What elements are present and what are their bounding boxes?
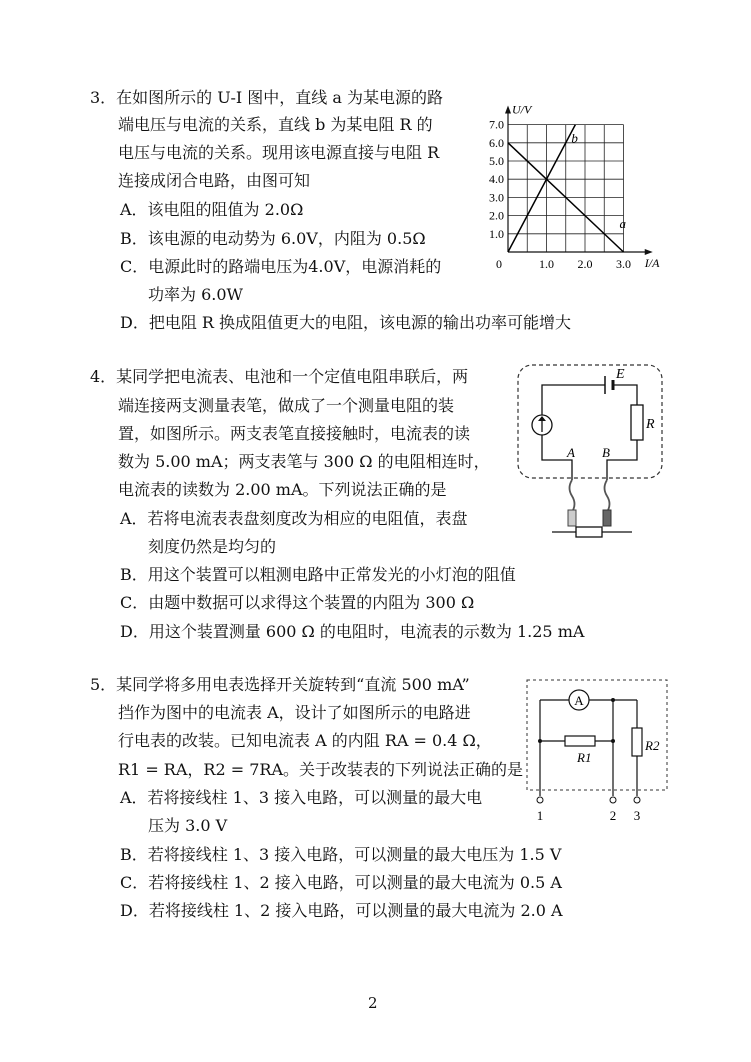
resistor-r2 [632, 728, 642, 756]
q5-option-c: C．若将接线柱 1、2 接入电路，可以测量的最大电流为 0.5 A [120, 873, 562, 892]
terminal-1-label: 1 [536, 808, 544, 823]
x-axis-arrow [645, 249, 653, 255]
probe-b-label: B [602, 445, 610, 460]
r2-label: R2 [645, 738, 660, 753]
resistor-r [631, 405, 643, 440]
q4-option-c: C．由题中数据可以求得这个装置的内阻为 300 Ω [120, 593, 475, 612]
probe-b [603, 510, 611, 526]
wire-right-down [607, 440, 637, 480]
q5-stem-line-1: 5．某同学将多用电表选择开关旋转到“直流 500 mA” [90, 675, 470, 694]
q5-option-b: B．若将接线柱 1、3 接入电路，可以测量的最大电压为 1.5 V [120, 845, 562, 864]
x-tick-label: 1.0 [539, 257, 554, 270]
wire-top-right [613, 385, 637, 405]
lead-b [605, 480, 610, 512]
page-number: 2 [368, 994, 378, 1012]
probe-a [568, 510, 576, 526]
y-tick-label: 2.0 [489, 208, 504, 223]
y-tick-label: 5.0 [489, 154, 504, 168]
y-tick-label: 6.0 [489, 135, 504, 150]
origin-label: 0 [496, 257, 502, 270]
y-axis-label: U/V [512, 102, 532, 117]
q4-option-d: D．用这个装置测量 600 Ω 的电阻时，电流表的示数为 1.25 mA [120, 622, 585, 641]
r1-label: R1 [577, 750, 592, 765]
q3-stem-line-1: 3．在如图所示的 U-I 图中，直线 a 为某电源的路 [90, 88, 443, 107]
y-tick-label: 1.0 [489, 226, 504, 241]
q3-option-c: C．电源此时的路端电压为4.0V，电源消耗的 [120, 257, 442, 276]
resistor-label: R [646, 417, 655, 432]
wire-top-left [542, 385, 605, 415]
resistor-r1 [565, 736, 595, 746]
series-label-a: a [619, 216, 626, 231]
q5-option-a-cont: 压为 3.0 V [148, 816, 228, 835]
q3-stem-line-4: 连接成闭合电路，由图可知 [118, 171, 311, 190]
chart-axes [496, 103, 660, 271]
terminal-1 [537, 797, 543, 803]
probe-a-label: A [567, 445, 575, 460]
q4-stem-line-3: 置，如图所示。两支表笔直接接触时，电流表的读 [118, 424, 471, 443]
terminal-3-label: 3 [633, 808, 641, 823]
y-axis-arrow [505, 106, 511, 114]
terminal-2 [610, 797, 616, 803]
ohmmeter-circuit-figure [512, 360, 670, 545]
series-line-b [508, 125, 575, 252]
x-tick-label: 2.0 [577, 257, 593, 270]
q4-option-a: A．若将电流表表盘刻度改为相应的电阻值，表盘 [120, 509, 468, 528]
q3-stem-line-2: 端电压与电流的关系，直线 b 为某电阻 R 的 [118, 115, 433, 134]
q5-option-d: D．若将接线柱 1、2 接入电路，可以测量的最大电流为 2.0 A [120, 901, 563, 920]
lead-a [570, 480, 575, 512]
q3-stem-line-3: 电压与电流的关系。现用该电源直接与电阻 R [118, 143, 440, 162]
chart-series [508, 125, 627, 252]
q3-option-d: D．把电阻 R 换成阻值更大的电阻，该电源的输出功率可能增大 [120, 313, 572, 332]
device-boundary [527, 680, 667, 790]
external-resistor [576, 527, 602, 537]
q5-stem-line-3: 行电表的改装。已知电流表 A 的内阻 RA = 0.4 Ω， [118, 731, 492, 750]
q3-option-b: B．该电源的电动势为 6.0V，内阻为 0.5Ω [120, 229, 426, 248]
q4-stem-line-1: 4．某同学把电流表、电池和一个定值电阻串联后，两 [90, 367, 469, 386]
terminal-2-label: 2 [609, 808, 617, 823]
q3-option-a: A．该电阻的阻值为 2.0Ω [120, 200, 304, 219]
q4-stem-line-2: 端连接两支测量表笔，做成了一个测量电阻的装 [118, 396, 455, 415]
battery-label: E [616, 367, 625, 382]
q4-stem-line-4: 数为 5.00 mA；两支表笔与 300 Ω 的电阻相连时， [118, 452, 490, 471]
y-tick-label: 3.0 [489, 190, 504, 205]
meter-circuit-figure [525, 678, 670, 826]
q4-option-b: B．用这个装置可以粗测电路中正常发光的小灯泡的阻值 [120, 565, 516, 584]
terminal-3 [634, 797, 640, 803]
q5-stem-line-4: R1 = RA，R2 = 7RA。关于改装表的下列说法正确的是 [118, 760, 523, 779]
y-tick-label: 4.0 [489, 172, 504, 187]
x-axis-label: I/A [644, 256, 660, 270]
q3-option-c-cont: 功率为 6.0W [148, 285, 243, 304]
q4-stem-line-5: 电流表的读数为 2.00 mA。下列说法正确的是 [118, 480, 447, 499]
ammeter-label: A [574, 693, 584, 708]
series-label-b: b [571, 130, 578, 146]
q5-option-a: A．若将接线柱 1、3 接入电路，可以测量的最大电 [120, 788, 483, 807]
q4-option-a-cont: 刻度仍然是均匀的 [148, 537, 277, 556]
ui-chart [478, 80, 668, 270]
x-tick-label: 3.0 [616, 257, 631, 270]
q5-stem-line-2: 挡作为图中的电流表 A，设计了如图所示的电路进 [118, 703, 471, 722]
y-tick-label: 7.0 [489, 117, 504, 132]
